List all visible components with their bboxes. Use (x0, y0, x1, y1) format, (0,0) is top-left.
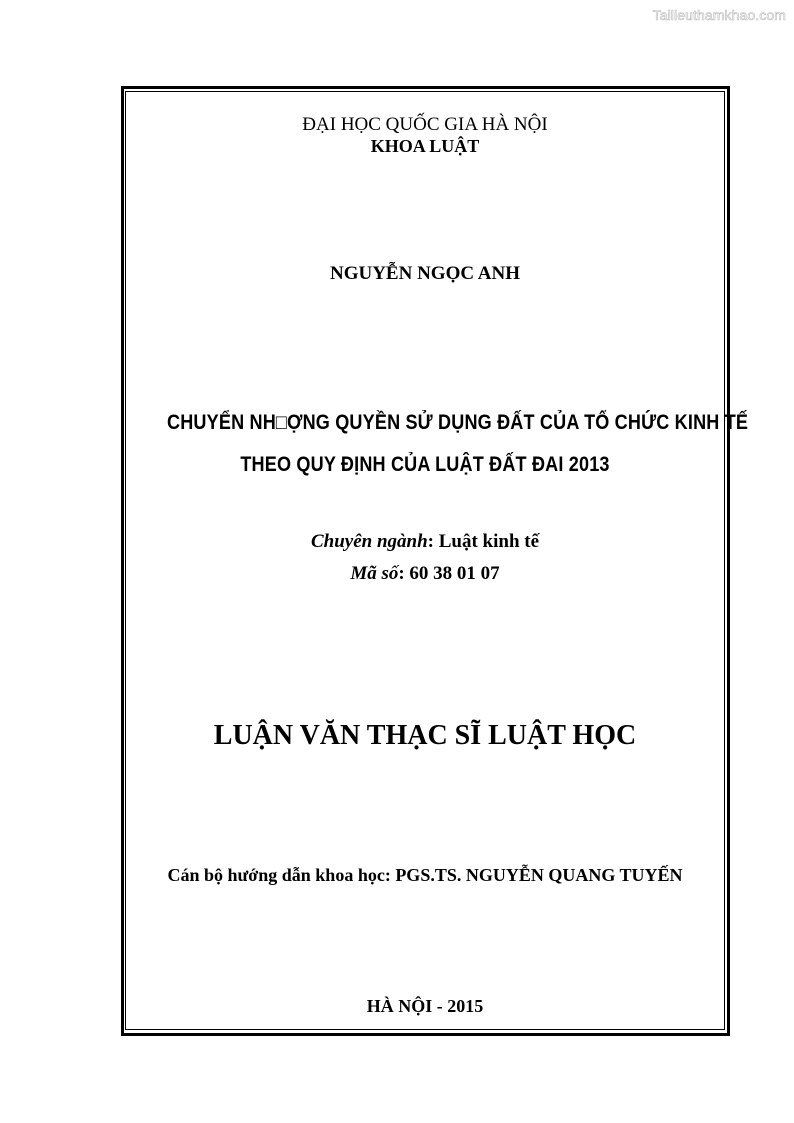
code-line (125, 563, 725, 585)
code-value: : 60 38 01 07 (398, 563, 500, 584)
advisor-line: Cán bộ hướng dẫn khoa học: PGS.TS. NGUYỄN QUANG TUYẾN (167, 865, 683, 885)
university-name: ĐẠI HỌC QUỐC GIA HÀ NỘI (302, 114, 548, 135)
thesis-title-line-1: CHUYỂN NH□ỢNG QUYỀN SỬ DỤNG ĐẤT CỦA TỔ CHỨC KINH TẾ (167, 411, 749, 434)
faculty-name: KHOA LUẬT (370, 136, 480, 156)
major-line (125, 531, 725, 553)
code-label: Mã số (350, 563, 399, 584)
watermark-text: Tailieuthamkhao.com (652, 7, 786, 23)
degree-title: LUẬN VĂN THẠC SĨ LUẬT HỌC (213, 720, 637, 751)
major-label: Chuyên ngành (310, 531, 428, 552)
major-value: : Luật kinh tế (427, 531, 540, 552)
author-name: NGUYỄN NGỌC ANH (329, 263, 520, 284)
place-year: HÀ NỘI - 2015 (366, 996, 484, 1016)
cover-border-inner (125, 91, 749, 1030)
thesis-title-line-2: THEO QUY ĐỊNH CỦA LUẬT ĐẤT ĐAI 2013 (240, 453, 610, 476)
